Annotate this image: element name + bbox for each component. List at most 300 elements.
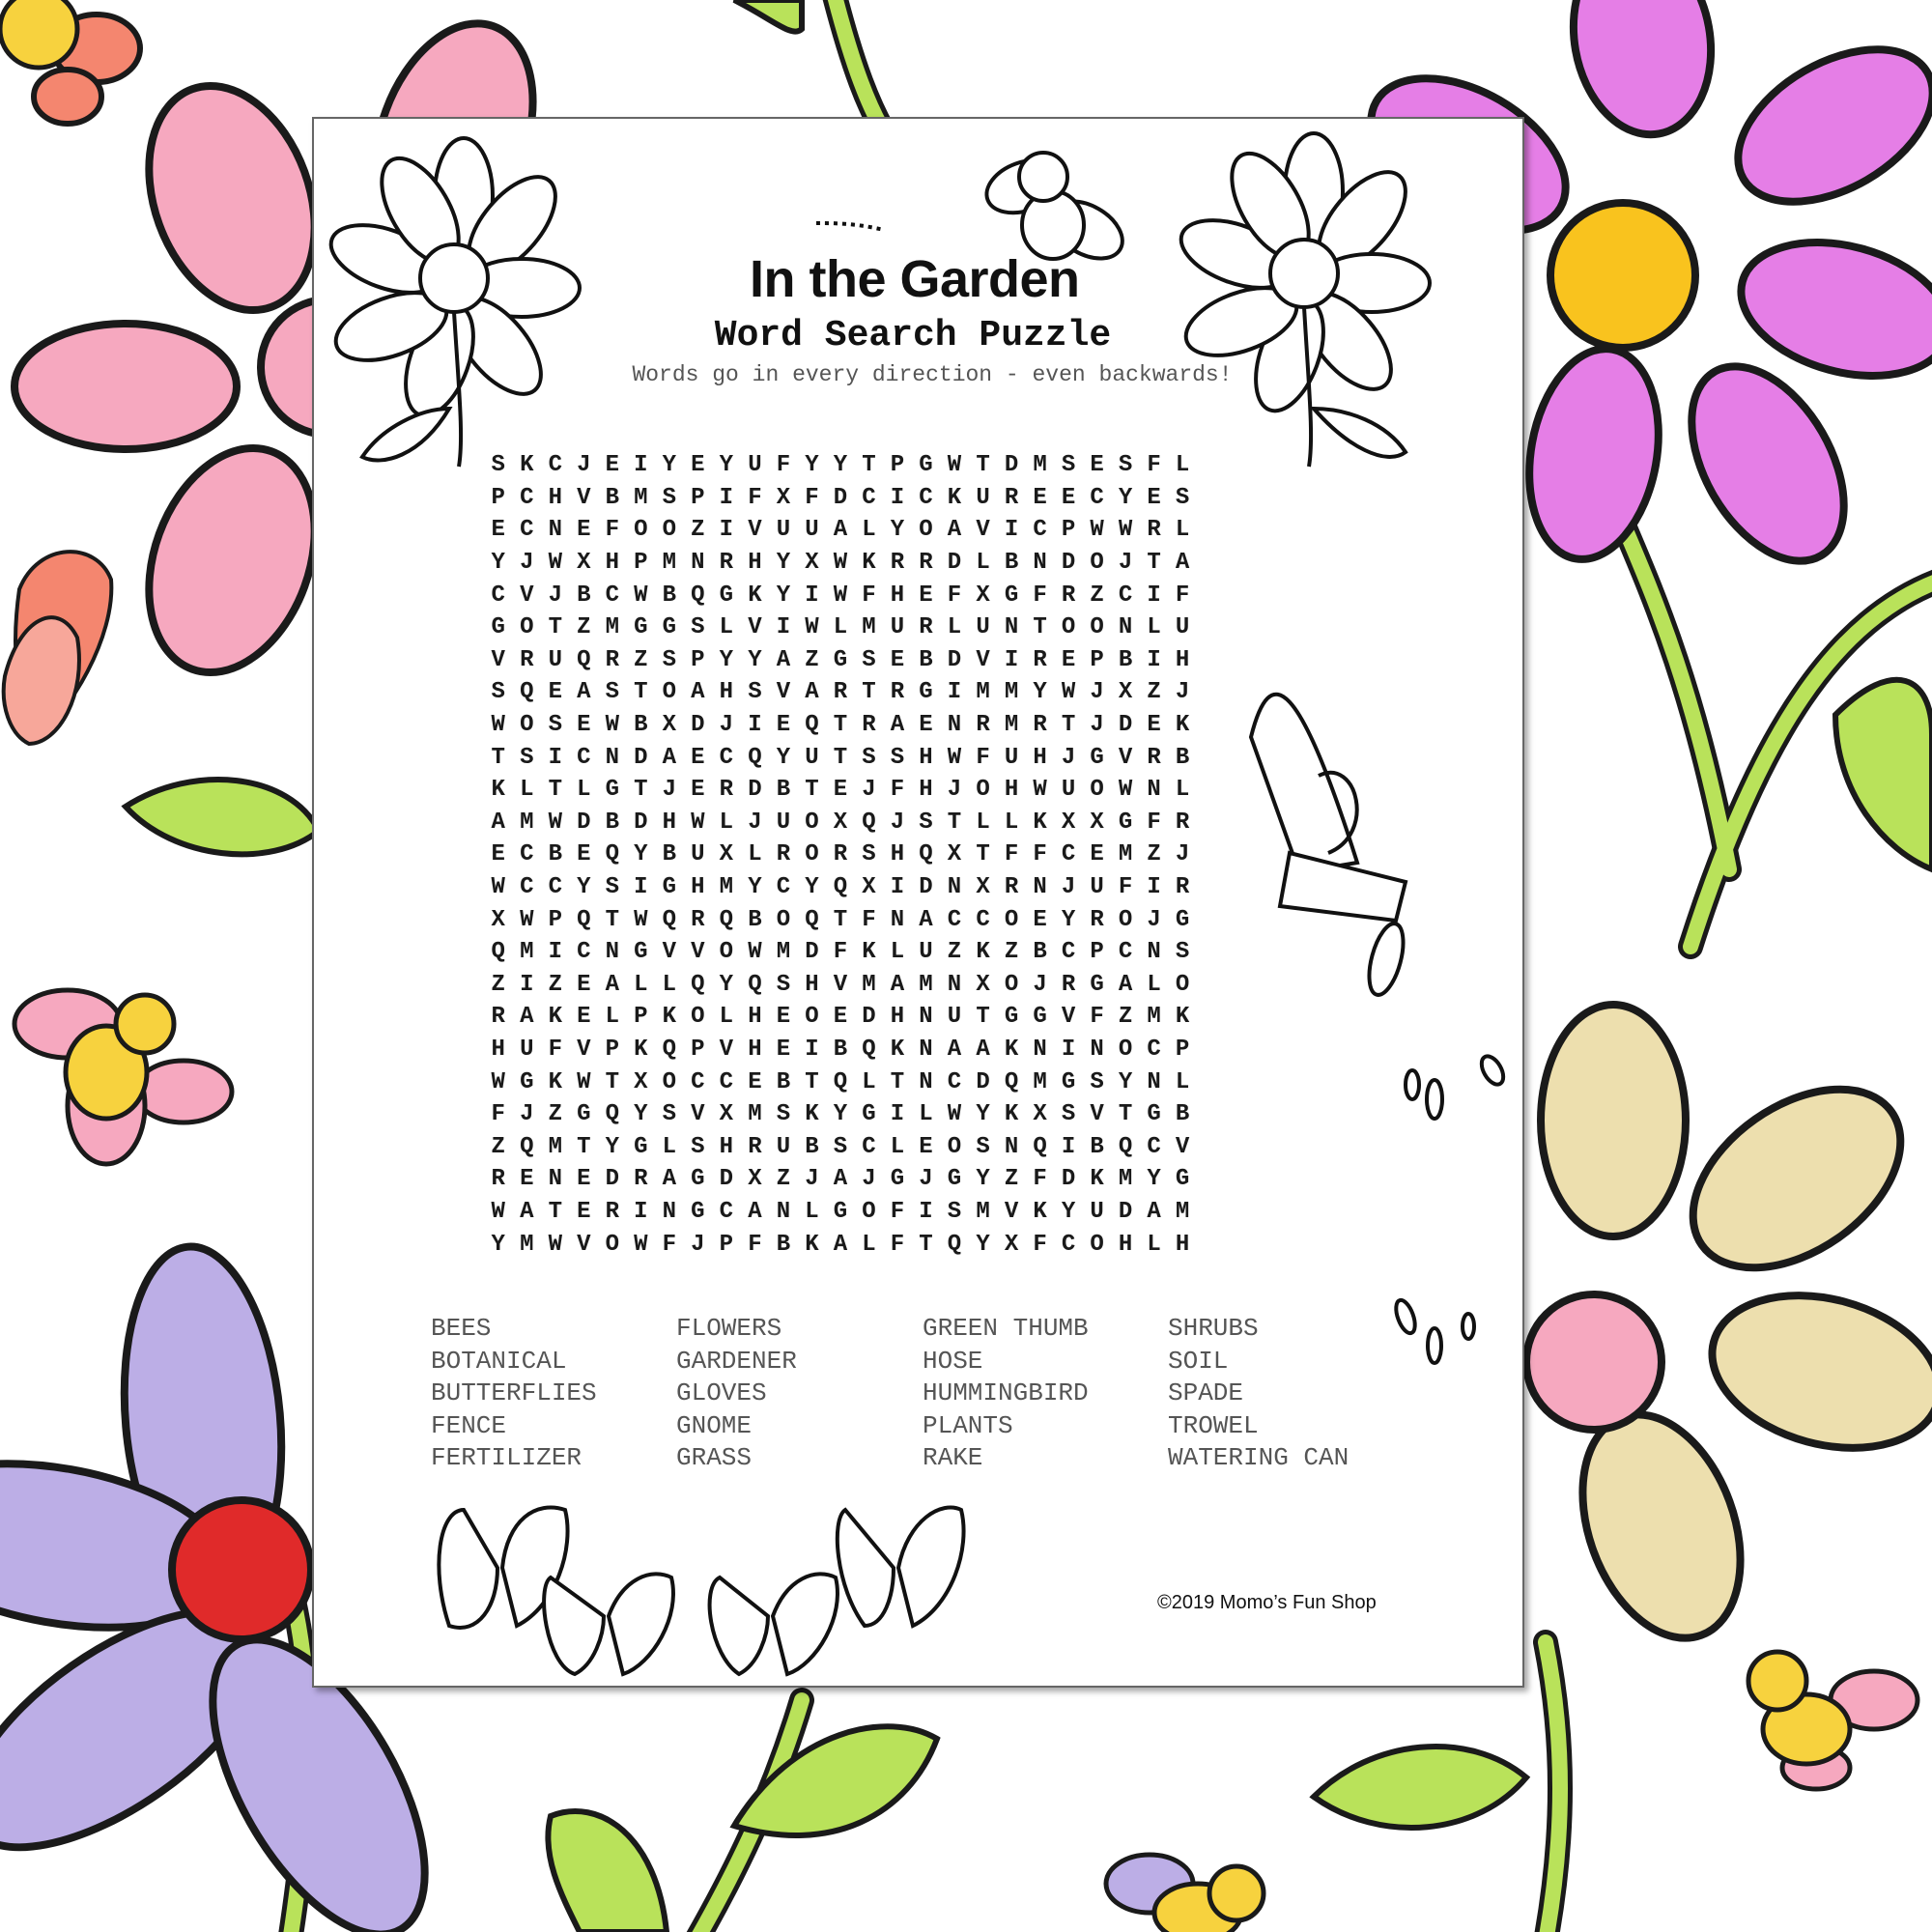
grid-letter[interactable]: L (1147, 971, 1161, 998)
grid-letter[interactable]: I (1004, 517, 1019, 544)
grid-letter[interactable]: V (1090, 1101, 1104, 1128)
grid-letter[interactable]: N (548, 517, 562, 544)
grid-letter[interactable]: V (662, 939, 677, 966)
grid-letter[interactable]: L (890, 1133, 905, 1160)
grid-letter[interactable]: O (520, 712, 534, 739)
grid-letter[interactable]: C (719, 1198, 734, 1225)
grid-letter[interactable]: E (1061, 484, 1076, 511)
grid-letter[interactable]: E (491, 841, 505, 868)
grid-letter[interactable]: H (662, 809, 677, 836)
grid-letter[interactable]: Z (1118, 1004, 1133, 1031)
grid-letter[interactable]: C (862, 484, 876, 511)
grid-letter[interactable]: I (890, 874, 905, 901)
grid-letter[interactable]: D (577, 809, 591, 836)
grid-letter[interactable]: Y (634, 1101, 648, 1128)
grid-letter[interactable]: L (577, 777, 591, 804)
grid-letter[interactable]: C (1033, 517, 1047, 544)
grid-letter[interactable]: J (691, 1231, 705, 1258)
grid-letter[interactable]: R (1004, 874, 1019, 901)
grid-letter[interactable]: K (548, 1004, 562, 1031)
grid-letter[interactable]: N (605, 744, 620, 771)
grid-letter[interactable]: M (520, 809, 534, 836)
grid-letter[interactable]: T (805, 1068, 819, 1095)
grid-letter[interactable]: A (947, 1036, 962, 1063)
grid-letter[interactable]: O (805, 841, 819, 868)
grid-letter[interactable]: A (662, 1166, 677, 1193)
grid-letter[interactable]: P (890, 452, 905, 479)
grid-letter[interactable]: L (976, 809, 990, 836)
grid-letter[interactable]: M (976, 679, 990, 706)
grid-letter[interactable]: G (691, 1198, 705, 1225)
grid-letter[interactable]: C (491, 582, 505, 609)
grid-letter[interactable]: B (577, 582, 591, 609)
grid-letter[interactable]: Y (748, 874, 762, 901)
grid-letter[interactable]: Q (805, 906, 819, 933)
grid-letter[interactable]: P (1090, 939, 1104, 966)
grid-letter[interactable]: V (691, 939, 705, 966)
grid-letter[interactable]: U (548, 646, 562, 673)
grid-letter[interactable]: E (1033, 906, 1047, 933)
grid-letter[interactable]: O (947, 1133, 962, 1160)
grid-letter[interactable]: T (548, 1198, 562, 1225)
grid-letter[interactable]: G (1175, 906, 1190, 933)
grid-letter[interactable]: V (520, 582, 534, 609)
grid-letter[interactable]: G (662, 874, 677, 901)
grid-letter[interactable]: M (520, 1231, 534, 1258)
grid-letter[interactable]: A (833, 1166, 848, 1193)
grid-letter[interactable]: Q (520, 1133, 534, 1160)
grid-letter[interactable]: A (748, 1198, 762, 1225)
grid-letter[interactable]: E (691, 777, 705, 804)
grid-letter[interactable]: U (976, 484, 990, 511)
grid-letter[interactable]: C (976, 906, 990, 933)
grid-letter[interactable]: C (691, 1068, 705, 1095)
grid-letter[interactable]: Y (719, 646, 734, 673)
grid-letter[interactable]: F (1004, 841, 1019, 868)
grid-letter[interactable]: G (634, 1133, 648, 1160)
grid-letter[interactable]: C (548, 874, 562, 901)
grid-letter[interactable]: G (919, 679, 933, 706)
grid-letter[interactable]: Z (1090, 582, 1104, 609)
grid-letter[interactable]: E (919, 1133, 933, 1160)
grid-letter[interactable]: Q (577, 646, 591, 673)
grid-letter[interactable]: Z (1004, 939, 1019, 966)
grid-letter[interactable]: N (1033, 1036, 1047, 1063)
grid-letter[interactable]: Y (976, 1166, 990, 1193)
grid-letter[interactable]: K (491, 777, 505, 804)
grid-letter[interactable]: V (491, 646, 505, 673)
grid-letter[interactable]: W (491, 1198, 505, 1225)
grid-letter[interactable]: S (890, 744, 905, 771)
grid-letter[interactable]: D (634, 809, 648, 836)
grid-letter[interactable]: W (947, 452, 962, 479)
grid-letter[interactable]: V (1118, 744, 1133, 771)
grid-letter[interactable]: C (776, 874, 791, 901)
grid-letter[interactable]: A (520, 1004, 534, 1031)
grid-letter[interactable]: K (1175, 1004, 1190, 1031)
grid-letter[interactable]: I (1004, 646, 1019, 673)
grid-letter[interactable]: U (776, 517, 791, 544)
grid-letter[interactable]: E (577, 517, 591, 544)
grid-letter[interactable]: U (805, 744, 819, 771)
grid-letter[interactable]: H (1033, 744, 1047, 771)
grid-letter[interactable]: A (947, 517, 962, 544)
grid-letter[interactable]: J (919, 1166, 933, 1193)
grid-letter[interactable]: Y (1118, 484, 1133, 511)
grid-letter[interactable]: S (976, 1133, 990, 1160)
grid-letter[interactable]: Y (719, 971, 734, 998)
grid-letter[interactable]: P (491, 484, 505, 511)
grid-letter[interactable]: Y (577, 874, 591, 901)
grid-letter[interactable]: M (1118, 1166, 1133, 1193)
grid-letter[interactable]: B (805, 1133, 819, 1160)
grid-letter[interactable]: L (833, 614, 848, 641)
grid-letter[interactable]: Q (833, 874, 848, 901)
grid-letter[interactable]: H (1004, 777, 1019, 804)
grid-letter[interactable]: R (1090, 906, 1104, 933)
grid-letter[interactable]: V (577, 484, 591, 511)
grid-letter[interactable]: I (719, 484, 734, 511)
grid-letter[interactable]: R (605, 646, 620, 673)
grid-letter[interactable]: O (719, 939, 734, 966)
grid-letter[interactable]: X (833, 809, 848, 836)
grid-letter[interactable]: E (605, 452, 620, 479)
grid-letter[interactable]: J (1033, 971, 1047, 998)
grid-letter[interactable]: R (1061, 582, 1076, 609)
grid-letter[interactable]: V (1061, 1004, 1076, 1031)
grid-letter[interactable]: D (833, 484, 848, 511)
grid-letter[interactable]: U (776, 809, 791, 836)
grid-letter[interactable]: W (1118, 777, 1133, 804)
grid-letter[interactable]: X (862, 874, 876, 901)
grid-letter[interactable]: J (1090, 679, 1104, 706)
grid-letter[interactable]: F (1175, 582, 1190, 609)
grid-letter[interactable]: T (862, 679, 876, 706)
grid-letter[interactable]: H (1118, 1231, 1133, 1258)
grid-letter[interactable]: I (1147, 874, 1161, 901)
grid-letter[interactable]: J (520, 550, 534, 577)
grid-letter[interactable]: E (833, 777, 848, 804)
grid-letter[interactable]: W (634, 906, 648, 933)
grid-letter[interactable]: X (976, 971, 990, 998)
grid-letter[interactable]: T (1061, 712, 1076, 739)
grid-letter[interactable]: P (691, 484, 705, 511)
grid-letter[interactable]: G (1061, 1068, 1076, 1095)
grid-letter[interactable]: G (605, 777, 620, 804)
grid-letter[interactable]: Y (776, 550, 791, 577)
grid-letter[interactable]: U (1175, 614, 1190, 641)
grid-letter[interactable]: T (1118, 1101, 1133, 1128)
grid-letter[interactable]: K (1033, 809, 1047, 836)
grid-letter[interactable]: D (1004, 452, 1019, 479)
grid-letter[interactable]: T (919, 1231, 933, 1258)
grid-letter[interactable]: I (1147, 646, 1161, 673)
grid-letter[interactable]: F (805, 484, 819, 511)
grid-letter[interactable]: X (748, 1166, 762, 1193)
grid-letter[interactable]: L (1147, 1231, 1161, 1258)
grid-letter[interactable]: N (1147, 1068, 1161, 1095)
grid-letter[interactable]: W (548, 1231, 562, 1258)
grid-letter[interactable]: B (662, 582, 677, 609)
grid-letter[interactable]: K (1004, 1101, 1019, 1128)
grid-letter[interactable]: H (691, 874, 705, 901)
grid-letter[interactable]: A (691, 679, 705, 706)
grid-letter[interactable]: S (662, 646, 677, 673)
grid-letter[interactable]: O (634, 517, 648, 544)
grid-letter[interactable]: W (1090, 517, 1104, 544)
grid-letter[interactable]: H (748, 1004, 762, 1031)
grid-letter[interactable]: Y (605, 1133, 620, 1160)
grid-letter[interactable]: Y (976, 1231, 990, 1258)
grid-letter[interactable]: Q (1118, 1133, 1133, 1160)
grid-letter[interactable]: C (520, 484, 534, 511)
grid-letter[interactable]: P (548, 906, 562, 933)
grid-letter[interactable]: F (1033, 1166, 1047, 1193)
grid-letter[interactable]: C (947, 906, 962, 933)
grid-letter[interactable]: S (520, 744, 534, 771)
grid-letter[interactable]: D (805, 939, 819, 966)
grid-letter[interactable]: A (1175, 550, 1190, 577)
grid-letter[interactable]: G (577, 1101, 591, 1128)
grid-letter[interactable]: F (1033, 582, 1047, 609)
grid-letter[interactable]: Z (691, 517, 705, 544)
grid-letter[interactable]: T (605, 1068, 620, 1095)
grid-letter[interactable]: O (1090, 1231, 1104, 1258)
grid-letter[interactable]: F (1118, 874, 1133, 901)
grid-letter[interactable]: S (776, 971, 791, 998)
grid-letter[interactable]: B (833, 1036, 848, 1063)
grid-letter[interactable]: Y (491, 550, 505, 577)
grid-letter[interactable]: Q (748, 744, 762, 771)
grid-letter[interactable]: C (1147, 1133, 1161, 1160)
grid-letter[interactable]: L (947, 614, 962, 641)
grid-letter[interactable]: C (548, 452, 562, 479)
grid-letter[interactable]: X (662, 712, 677, 739)
grid-letter[interactable]: S (776, 1101, 791, 1128)
grid-letter[interactable]: G (862, 1101, 876, 1128)
grid-letter[interactable]: J (662, 777, 677, 804)
grid-letter[interactable]: W (947, 1101, 962, 1128)
grid-letter[interactable]: B (634, 712, 648, 739)
grid-letter[interactable]: W (833, 582, 848, 609)
grid-letter[interactable]: R (520, 646, 534, 673)
grid-letter[interactable]: C (520, 517, 534, 544)
grid-letter[interactable]: S (1175, 484, 1190, 511)
grid-letter[interactable]: T (491, 744, 505, 771)
grid-letter[interactable]: M (520, 939, 534, 966)
grid-letter[interactable]: A (1118, 971, 1133, 998)
grid-letter[interactable]: D (947, 646, 962, 673)
grid-letter[interactable]: G (1004, 582, 1019, 609)
grid-letter[interactable]: I (805, 582, 819, 609)
grid-letter[interactable]: V (976, 646, 990, 673)
grid-letter[interactable]: H (748, 1036, 762, 1063)
grid-letter[interactable]: B (1004, 550, 1019, 577)
grid-letter[interactable]: U (691, 841, 705, 868)
grid-letter[interactable]: Y (1147, 1166, 1161, 1193)
grid-letter[interactable]: Z (548, 971, 562, 998)
grid-letter[interactable]: M (776, 939, 791, 966)
grid-letter[interactable]: F (748, 1231, 762, 1258)
grid-letter[interactable]: Z (805, 646, 819, 673)
grid-letter[interactable]: U (1061, 777, 1076, 804)
grid-letter[interactable]: Y (1118, 1068, 1133, 1095)
grid-letter[interactable]: Y (976, 1101, 990, 1128)
grid-letter[interactable]: J (805, 1166, 819, 1193)
grid-letter[interactable]: T (947, 809, 962, 836)
grid-letter[interactable]: K (520, 452, 534, 479)
grid-letter[interactable]: O (1004, 906, 1019, 933)
grid-letter[interactable]: Q (662, 906, 677, 933)
grid-letter[interactable]: H (491, 1036, 505, 1063)
grid-letter[interactable]: F (890, 1198, 905, 1225)
grid-letter[interactable]: E (577, 971, 591, 998)
grid-letter[interactable]: G (919, 452, 933, 479)
grid-letter[interactable]: T (976, 841, 990, 868)
grid-letter[interactable]: V (833, 971, 848, 998)
grid-letter[interactable]: N (1147, 777, 1161, 804)
grid-letter[interactable]: K (748, 582, 762, 609)
grid-letter[interactable]: B (776, 1068, 791, 1095)
grid-letter[interactable]: B (1175, 1101, 1190, 1128)
grid-letter[interactable]: C (1061, 841, 1076, 868)
grid-letter[interactable]: L (1175, 777, 1190, 804)
grid-letter[interactable]: F (776, 452, 791, 479)
grid-letter[interactable]: K (1033, 1198, 1047, 1225)
grid-letter[interactable]: C (520, 874, 534, 901)
grid-letter[interactable]: E (691, 744, 705, 771)
grid-letter[interactable]: T (634, 777, 648, 804)
grid-letter[interactable]: J (1118, 550, 1133, 577)
grid-letter[interactable]: S (691, 614, 705, 641)
grid-letter[interactable]: D (919, 874, 933, 901)
grid-letter[interactable]: C (577, 939, 591, 966)
grid-letter[interactable]: G (833, 646, 848, 673)
grid-letter[interactable]: Q (947, 1231, 962, 1258)
grid-letter[interactable]: L (1004, 809, 1019, 836)
grid-letter[interactable]: U (1090, 1198, 1104, 1225)
grid-letter[interactable]: M (1033, 452, 1047, 479)
grid-letter[interactable]: W (605, 712, 620, 739)
grid-letter[interactable]: A (605, 971, 620, 998)
grid-letter[interactable]: V (577, 1231, 591, 1258)
grid-letter[interactable]: W (520, 906, 534, 933)
grid-letter[interactable]: G (833, 1198, 848, 1225)
grid-letter[interactable]: Y (662, 452, 677, 479)
grid-letter[interactable]: M (1033, 1068, 1047, 1095)
grid-letter[interactable]: F (548, 1036, 562, 1063)
grid-letter[interactable]: X (1118, 679, 1133, 706)
grid-letter[interactable]: Y (805, 874, 819, 901)
grid-letter[interactable]: C (719, 1068, 734, 1095)
grid-letter[interactable]: C (1061, 939, 1076, 966)
grid-letter[interactable]: D (1118, 712, 1133, 739)
grid-letter[interactable]: L (1175, 517, 1190, 544)
grid-letter[interactable]: C (1147, 1036, 1161, 1063)
grid-letter[interactable]: M (634, 484, 648, 511)
grid-letter[interactable]: G (890, 1166, 905, 1193)
letter-grid[interactable] (484, 449, 1197, 1258)
grid-letter[interactable]: D (605, 1166, 620, 1193)
grid-letter[interactable]: F (947, 582, 962, 609)
grid-letter[interactable]: X (947, 841, 962, 868)
grid-letter[interactable]: M (748, 1101, 762, 1128)
grid-letter[interactable]: S (862, 646, 876, 673)
grid-letter[interactable]: V (976, 517, 990, 544)
grid-letter[interactable]: O (1118, 906, 1133, 933)
grid-letter[interactable]: O (919, 517, 933, 544)
grid-letter[interactable]: F (605, 517, 620, 544)
grid-letter[interactable]: B (776, 777, 791, 804)
grid-letter[interactable]: V (691, 1101, 705, 1128)
grid-letter[interactable]: A (662, 744, 677, 771)
grid-letter[interactable]: B (1175, 744, 1190, 771)
grid-letter[interactable]: Y (776, 744, 791, 771)
grid-letter[interactable]: E (919, 712, 933, 739)
grid-letter[interactable]: X (1090, 809, 1104, 836)
grid-letter[interactable]: S (491, 679, 505, 706)
grid-letter[interactable]: K (548, 1068, 562, 1095)
grid-letter[interactable]: J (890, 809, 905, 836)
grid-letter[interactable]: X (1004, 1231, 1019, 1258)
grid-letter[interactable]: Q (805, 712, 819, 739)
grid-letter[interactable]: A (520, 1198, 534, 1225)
grid-letter[interactable]: J (548, 582, 562, 609)
grid-letter[interactable]: Z (1004, 1166, 1019, 1193)
grid-letter[interactable]: S (862, 744, 876, 771)
grid-letter[interactable]: F (1147, 809, 1161, 836)
grid-letter[interactable]: L (1147, 614, 1161, 641)
grid-letter[interactable]: I (890, 1101, 905, 1128)
grid-letter[interactable]: Y (833, 1101, 848, 1128)
grid-letter[interactable]: C (1118, 582, 1133, 609)
grid-letter[interactable]: I (634, 1198, 648, 1225)
grid-letter[interactable]: Q (691, 971, 705, 998)
grid-letter[interactable]: L (1175, 1068, 1190, 1095)
grid-letter[interactable]: L (662, 1133, 677, 1160)
grid-letter[interactable]: Y (634, 841, 648, 868)
grid-letter[interactable]: Y (719, 452, 734, 479)
grid-letter[interactable]: C (919, 484, 933, 511)
grid-letter[interactable]: E (1147, 484, 1161, 511)
grid-letter[interactable]: L (862, 1231, 876, 1258)
grid-letter[interactable]: M (605, 614, 620, 641)
grid-letter[interactable]: B (548, 841, 562, 868)
grid-letter[interactable]: J (1090, 712, 1104, 739)
grid-letter[interactable]: N (919, 1036, 933, 1063)
grid-letter[interactable]: R (1147, 517, 1161, 544)
grid-letter[interactable]: I (634, 874, 648, 901)
grid-letter[interactable]: G (1033, 1004, 1047, 1031)
grid-letter[interactable]: O (605, 1231, 620, 1258)
grid-letter[interactable]: T (833, 906, 848, 933)
grid-letter[interactable]: O (520, 614, 534, 641)
grid-letter[interactable]: U (976, 614, 990, 641)
grid-letter[interactable]: R (719, 550, 734, 577)
grid-letter[interactable]: G (634, 614, 648, 641)
grid-letter[interactable]: H (748, 550, 762, 577)
grid-letter[interactable]: X (491, 906, 505, 933)
grid-letter[interactable]: Q (605, 841, 620, 868)
grid-letter[interactable]: E (833, 1004, 848, 1031)
grid-letter[interactable]: I (947, 679, 962, 706)
grid-letter[interactable]: A (491, 809, 505, 836)
grid-letter[interactable]: W (805, 614, 819, 641)
grid-letter[interactable]: K (976, 939, 990, 966)
grid-letter[interactable]: B (1118, 646, 1133, 673)
grid-letter[interactable]: E (577, 1166, 591, 1193)
grid-letter[interactable]: S (662, 484, 677, 511)
